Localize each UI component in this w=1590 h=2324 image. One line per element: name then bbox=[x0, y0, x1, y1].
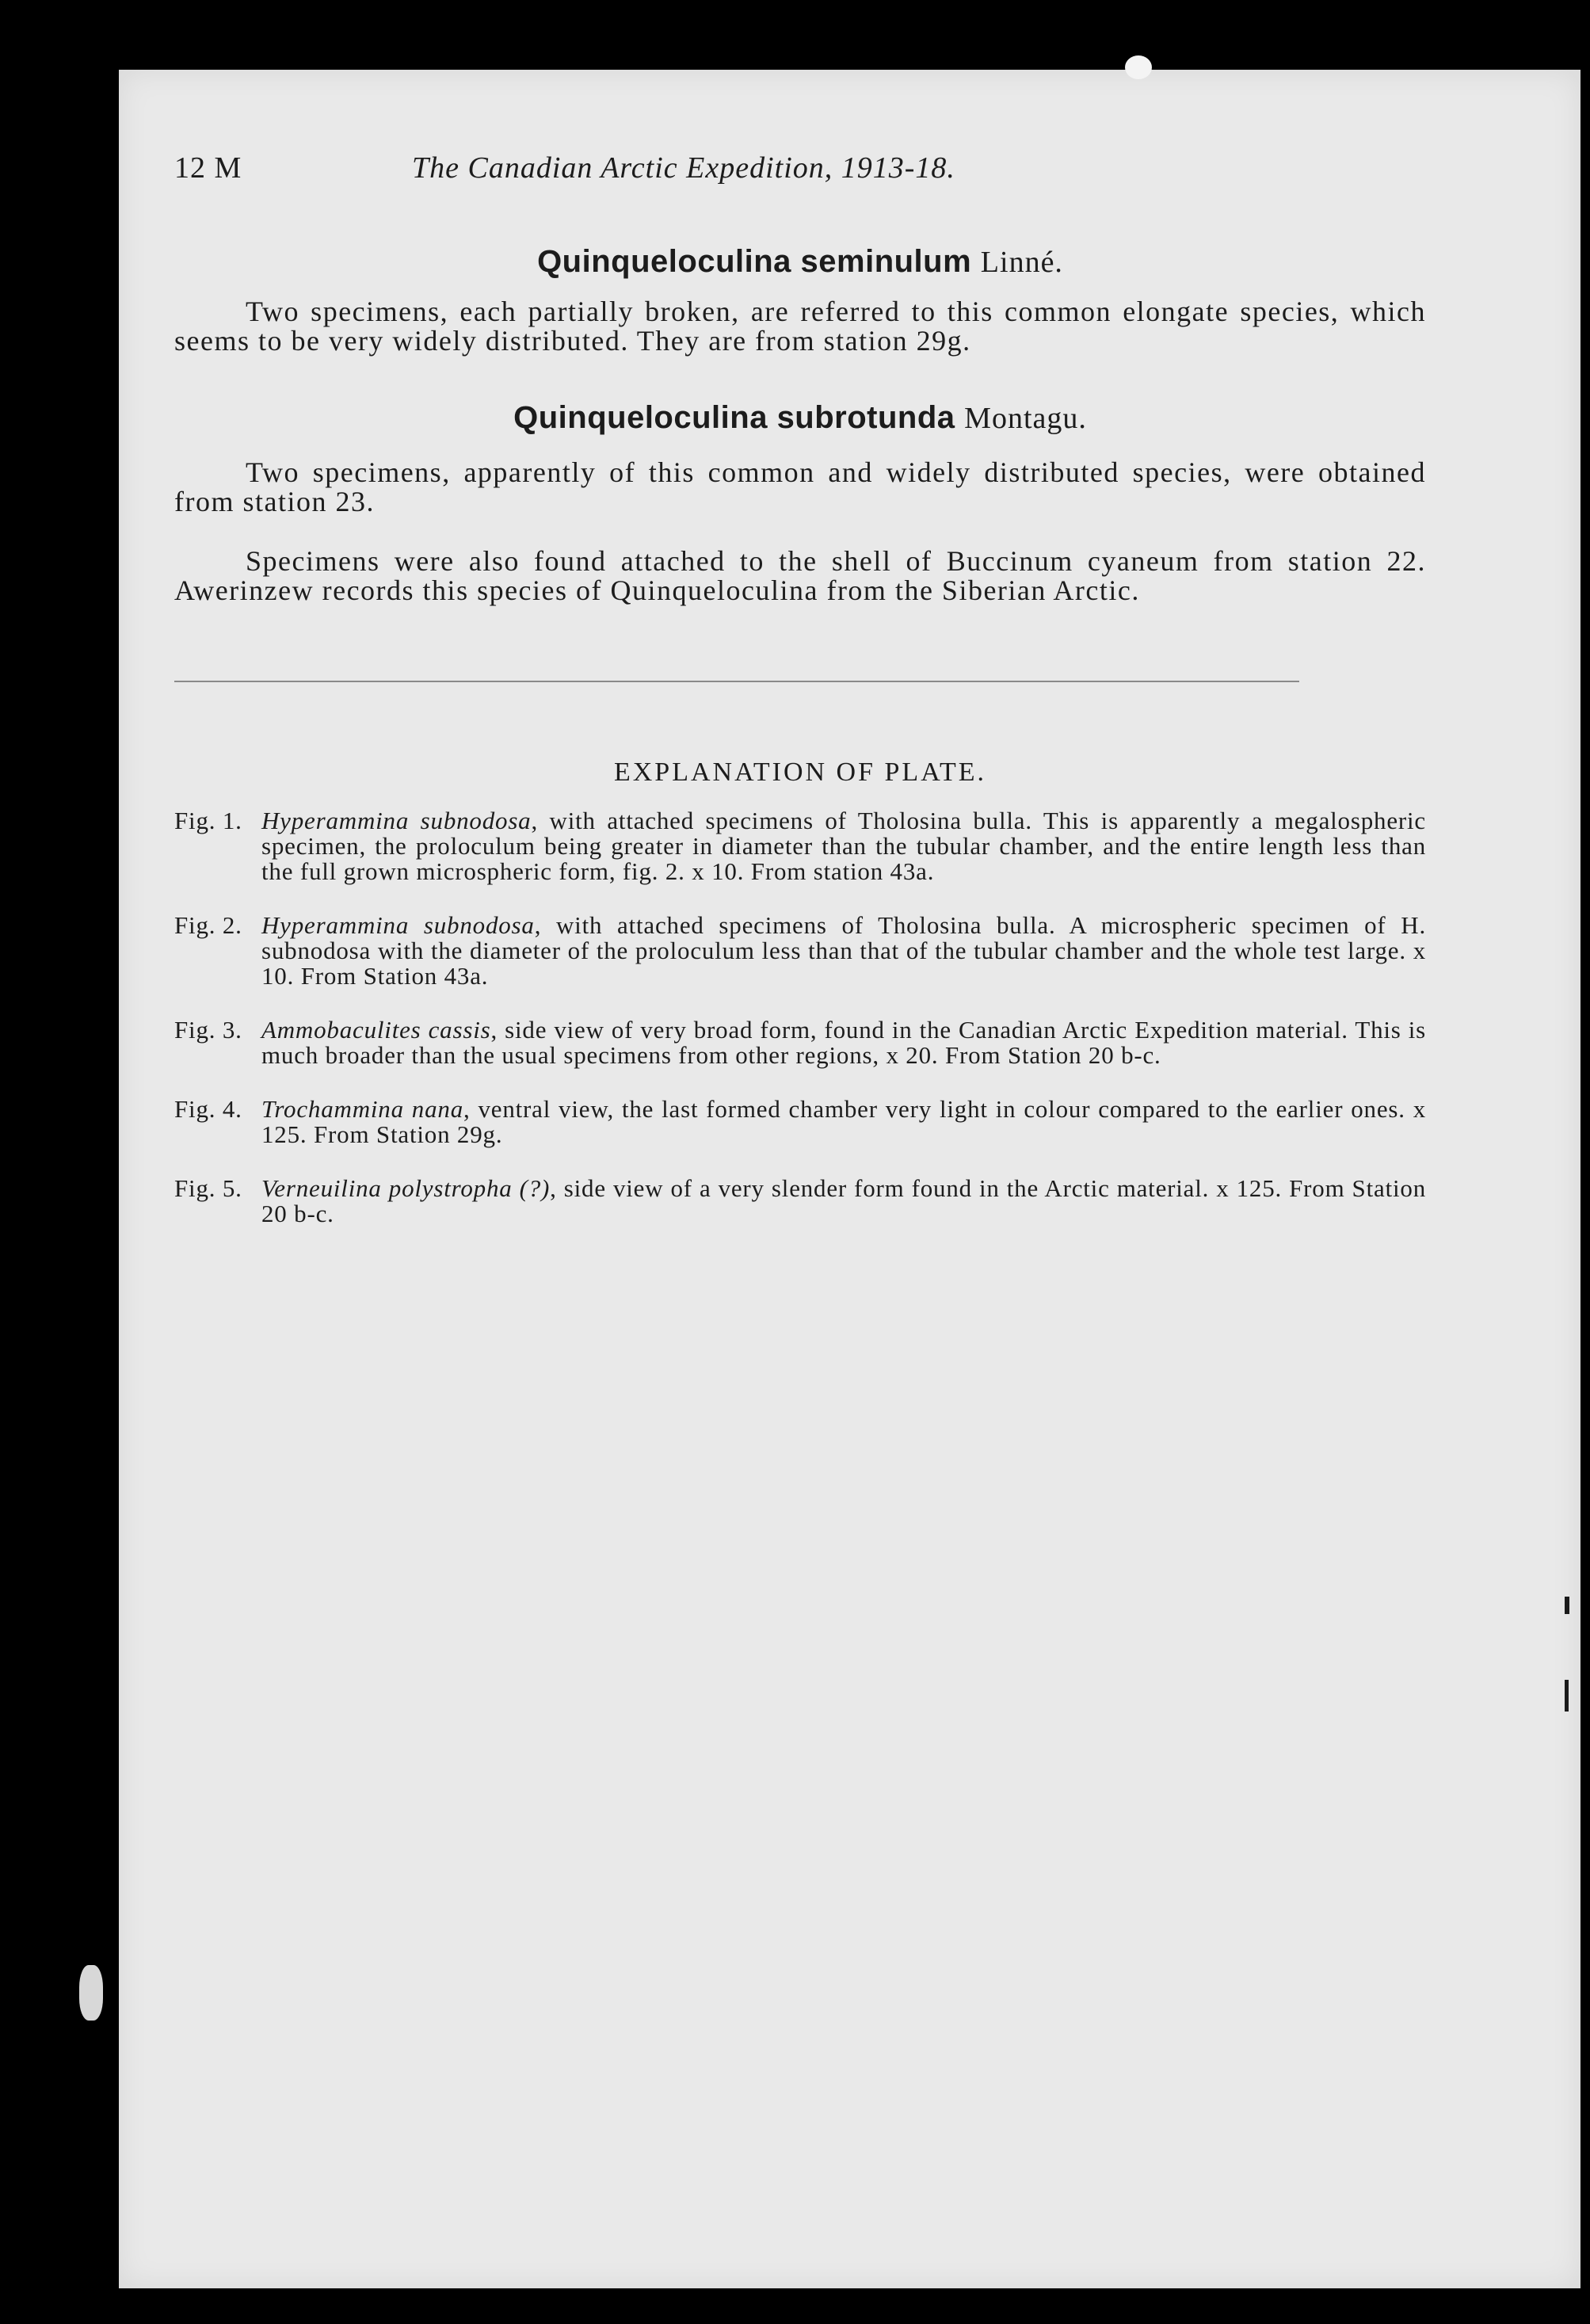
section-divider bbox=[174, 681, 1299, 682]
plate-title: EXPLANATION OF PLATE. bbox=[613, 757, 987, 787]
journal-title: The Canadian Arctic Expedition, 1913-18. bbox=[412, 151, 955, 185]
section-title bbox=[174, 400, 1426, 436]
figure-label: Fig. 4. bbox=[174, 1095, 242, 1123]
running-head bbox=[174, 151, 1426, 198]
edge-mark bbox=[1565, 1680, 1569, 1712]
figure-caption bbox=[174, 1176, 1426, 1227]
figure-description: , side view of a very slender form found in the Arctic material. x 125. From Station 20 b-c. bbox=[261, 1174, 1426, 1227]
paper-blemish bbox=[1125, 55, 1152, 79]
paper-blemish bbox=[79, 1965, 103, 2021]
figure-label: Fig. 3. bbox=[174, 1016, 242, 1044]
figure-label: Fig. 1. bbox=[174, 807, 242, 834]
body-paragraph: Two specimens, each partially broken, are referred to this common elongate species, which seems to be very widely distributed. They are from station 29g. bbox=[174, 296, 1426, 357]
figure-caption bbox=[174, 913, 1426, 989]
figure-species: Verneuilina polystropha (?) bbox=[261, 1174, 551, 1202]
figure-description: , ventral view, the last formed chamber very light in colour compared to the earlier ones. x 125. From Station 29g. bbox=[261, 1095, 1427, 1148]
figure-species: Ammobaculites cassis bbox=[261, 1016, 491, 1044]
figure-label: Fig. 5. bbox=[174, 1174, 242, 1202]
species-author: Montagu. bbox=[964, 402, 1087, 435]
figure-label: Fig. 2. bbox=[174, 911, 242, 939]
figure-species: Trochammina nana bbox=[261, 1095, 464, 1123]
body-paragraph: Specimens were also found attached to the shell of Buccinum cyaneum from station 22. Awerinzew records this species of Quinqueloculina from the Siberian Arctic. bbox=[174, 545, 1426, 606]
species-author: Linné. bbox=[980, 246, 1063, 279]
page-content bbox=[174, 151, 1426, 1255]
figure-caption bbox=[174, 1017, 1426, 1068]
figure-species: Hyperammina subnodosa bbox=[261, 807, 532, 834]
figure-description: , side view of very broad form, found in the Canadian Arctic Expedition material. This is much broader than the usual specimens from other regions, x 20. From Station 20 b-c. bbox=[261, 1016, 1427, 1069]
species-name: Quinqueloculina subrotunda bbox=[513, 400, 955, 435]
body-paragraph: Two specimens, apparently of this common and widely distributed species, were obtained from station 23. bbox=[174, 456, 1426, 517]
page-number: 12 M bbox=[174, 151, 242, 185]
figure-caption bbox=[174, 1097, 1426, 1147]
figure-species: Hyperammina subnodosa bbox=[261, 911, 535, 939]
figure-explanations bbox=[174, 808, 1426, 1227]
edge-mark bbox=[1565, 1597, 1569, 1614]
figure-description: , with attached specimens of Tholosina bulla. This is apparently a megalospheric specimen, the proloculum being greater in diameter than the tubular chamber, and the entire length less than the full grown microspheric form, fig. 2. x 10. From station 43a. bbox=[261, 807, 1426, 885]
species-name: Quinqueloculina seminulum bbox=[537, 244, 972, 279]
figure-caption bbox=[174, 808, 1426, 884]
section-title bbox=[174, 244, 1426, 280]
figure-description: , with attached specimens of Tholosina bulla. A microspheric specimen of H. subnodosa with the diameter of the proloculum less than that of the tubular chamber and the whole test large. x 10. From Station 43a. bbox=[261, 911, 1426, 990]
